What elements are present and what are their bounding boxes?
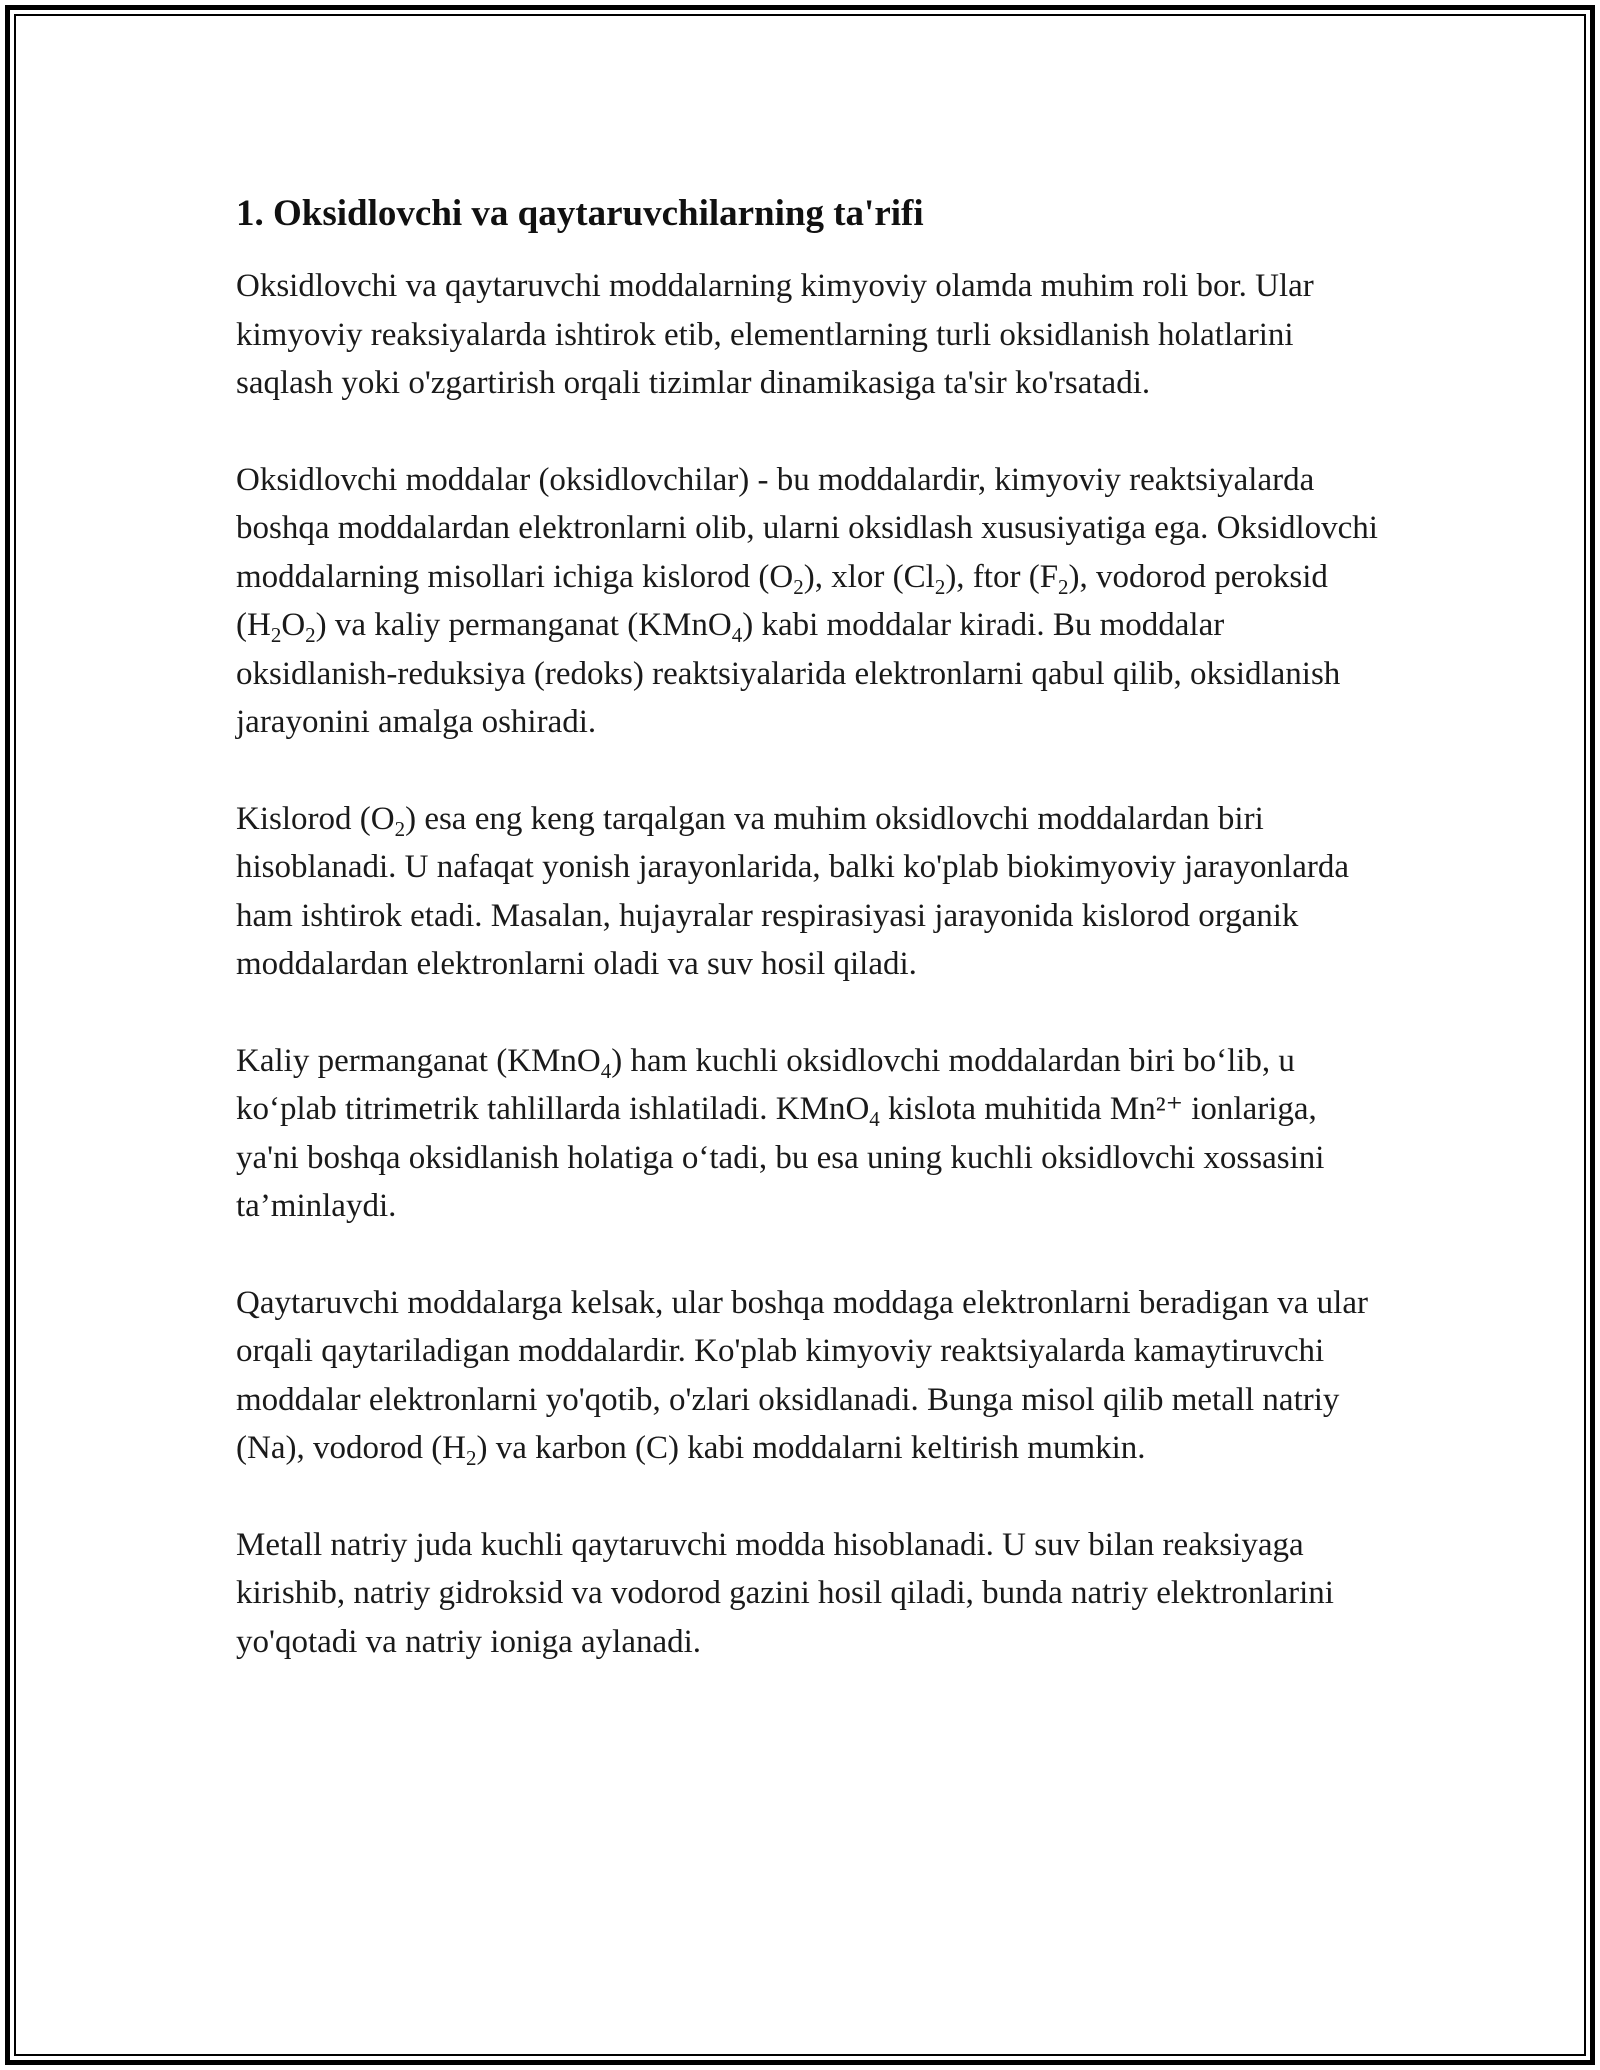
subscript: 2 bbox=[934, 574, 946, 599]
text-run: kislota muhitida Mn²⁺ ionlariga, ya'ni boshqa oksidlanish holatiga o‘tadi, bu esa uning kuchli oksidlovchi xossasini ta’minlaydi. bbox=[236, 1091, 1325, 1224]
subscript: 4 bbox=[731, 623, 743, 647]
text-run: ) va karbon (C) kabi moddalarni keltirish mumkin. bbox=[476, 1430, 1146, 1466]
text-run: O bbox=[281, 607, 306, 643]
paragraph-permanganate bbox=[236, 1037, 1386, 1231]
text-run: Kislorod (O bbox=[236, 800, 395, 837]
subscript: 2 bbox=[793, 574, 804, 599]
paragraph-oxygen bbox=[236, 795, 1386, 989]
subscript: 2 bbox=[466, 1446, 477, 1470]
document-body bbox=[236, 190, 1386, 1714]
paragraph-reducers bbox=[236, 1279, 1386, 1473]
text-run: ) kabi moddalar kiradi. Bu moddalar oksidlanish-reduksiya (redoks) reaktsiyalarida elektronlarni qabul qilib, oksidlanish jarayonini amalga oshiradi. bbox=[236, 607, 1341, 740]
subscript: 2 bbox=[1058, 574, 1069, 599]
text-run: Kaliy permanganat (KMnO bbox=[236, 1042, 601, 1079]
subscript: 4 bbox=[600, 1058, 612, 1083]
text-run: Oksidlovchi moddalar (oksidlovchilar) - bu moddalardir, kimyoviy reaktsiyalarda boshqa moddalardan elektronlarni olib, ularni oksidlash xususiyatiga ega. Oksidlovchi moddalarning misollari ichiga kislorod (O bbox=[236, 461, 1378, 595]
text-run: ) va kaliy permanganat (KMnO bbox=[315, 607, 732, 643]
paragraph-oxidizers bbox=[236, 456, 1386, 747]
section-heading: 1. Oksidlovchi va qaytaruvchilarning ta'rifi bbox=[236, 193, 924, 234]
text-run: ), ftor (F bbox=[945, 558, 1059, 595]
text-run: ) ham kuchli oksidlovchi moddalardan biri bo‘lib, u ko‘plab titrimetrik tahlillarda ishlatiladi. KMnO bbox=[236, 1042, 1295, 1127]
subscript: 4 bbox=[869, 1107, 880, 1131]
paragraph-intro: Oksidlovchi va qaytaruvchi moddalarning kimyoviy olamda muhim roli bor. Ular kimyoviy reaksiyalarda ishtirok etib, elementlarning turli oksidlanish holatlarini saqlash yoki o'zgartirish orqali tizimlar dinamikasiga ta'sir ko'rsatadi. bbox=[236, 268, 1314, 401]
subscript: 2 bbox=[394, 816, 406, 841]
subscript: 2 bbox=[305, 623, 316, 647]
text-run: ) esa eng keng tarqalgan va muhim oksidlovchi moddalardan biri hisoblanadi. U nafaqat yonish jarayonlarida, balki ko'plab biokimyoviy jarayonlarda ham ishtirok etadi. Masalan, hujayralar respirasiyasi jarayonida kislorod organik moddalardan elektronlarni oladi va suv hosil qiladi. bbox=[236, 800, 1349, 982]
text-run: ), vodorod peroksid (H bbox=[236, 558, 1328, 643]
text-run: Qaytaruvchi moddalarga kelsak, ular boshqa moddaga elektronlarni beradigan va ular orqali qaytariladigan moddalardir. Ko'plab kimyoviy reaktsiyalarda kamaytiruvchi moddalar elektronlarni yo'qotib, o'zlari oksidlanadi. Bunga misol qilib metall natriy (Na), vodorod (H bbox=[236, 1284, 1368, 1466]
subscript: 2 bbox=[270, 623, 282, 647]
text-run: ), xlor (Cl bbox=[803, 558, 935, 595]
paragraph-sodium: Metall natriy juda kuchli qaytaruvchi modda hisoblanadi. U suv bilan reaksiyaga kirishib, natriy gidroksid va vodorod gazini hosil qiladi, bunda natriy elektronlarini yo'qotadi va natriy ioniga aylanadi. bbox=[236, 1526, 1334, 1660]
